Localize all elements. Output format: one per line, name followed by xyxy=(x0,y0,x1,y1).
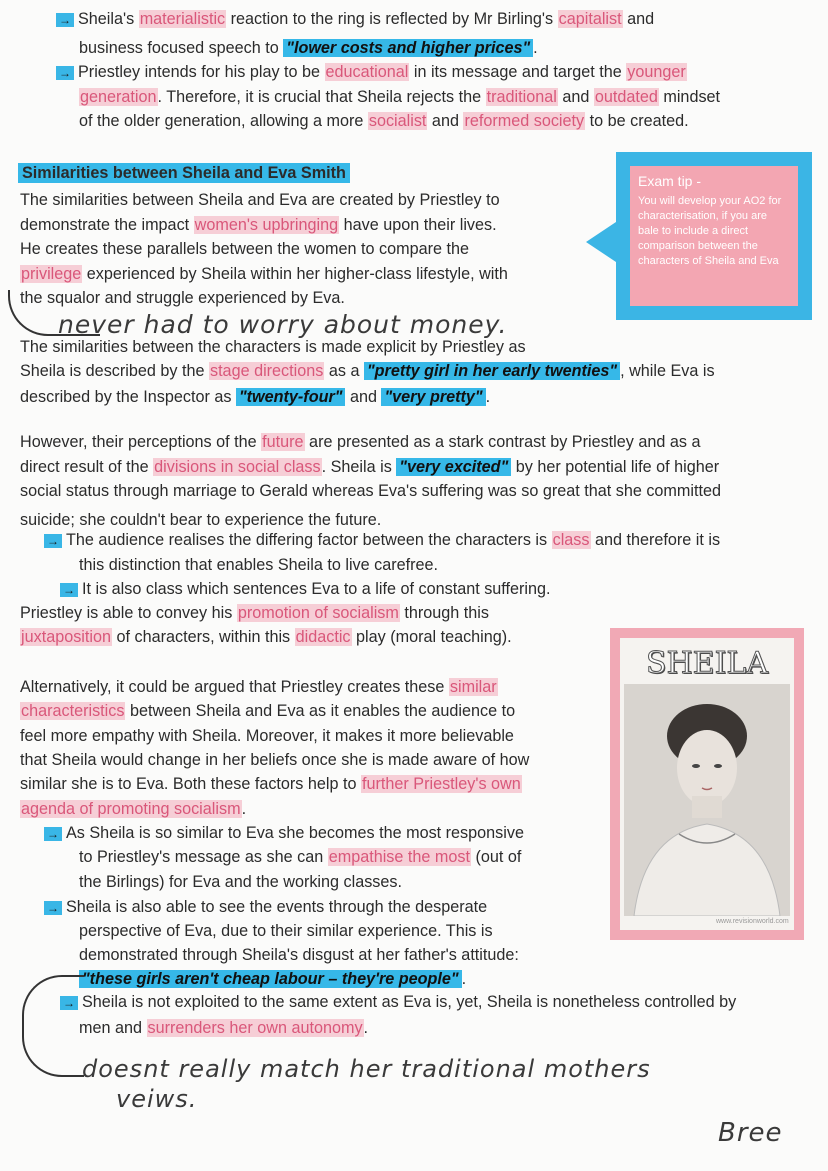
exam-tip-line: comparison between the xyxy=(638,240,758,252)
bullet-line: the Birlings) for Eva and the working classes. xyxy=(79,873,402,891)
section-heading: Similarities between Sheila and Eva Smith xyxy=(18,162,350,184)
paragraph-line: The similarities between Sheila and Eva are created by Priestley to xyxy=(20,191,500,209)
bullet-class: → The audience realises the differing factor between the characters is class and therefore it is xyxy=(44,529,720,551)
photo-title: SHEILA xyxy=(645,646,769,681)
paragraph-line: that Sheila would change in her beliefs once she is made aware of how xyxy=(20,751,530,769)
sheila-photo xyxy=(620,638,794,930)
paragraph-line: feel more empathy with Sheila. Moreover, it makes it more believable xyxy=(20,727,514,745)
exam-tip-box xyxy=(616,152,812,320)
paragraph-line: Alternatively, it could be argued that Priestley creates these similar xyxy=(20,678,497,696)
bullet-quote: "these girls aren't cheap labour – they're people" . xyxy=(79,968,466,990)
bullet-educational: → Priestley intends for his play to be educational in its message and target the younger xyxy=(56,61,687,83)
bullet-line: demonstrated through Sheila's disgust at her father's attitude: xyxy=(79,946,519,964)
paragraph-line: suicide; she couldn't bear to experience the future. xyxy=(20,511,382,529)
arrow-icon: → xyxy=(44,827,62,841)
portrait-illustration xyxy=(624,684,790,916)
paragraph-line: privilege experienced by Sheila within her higher-class lifestyle, with xyxy=(21,265,508,283)
arrow-icon: → xyxy=(60,583,78,597)
bullet-suffering: → It is also class which sentences Eva to a life of constant suffering. xyxy=(60,578,550,600)
bullet-line: to Priestley's message as she can empathise the most (out of xyxy=(79,848,522,866)
bullet-line: perspective of Eva, due to their similar experience. This is xyxy=(79,922,493,940)
paragraph-line: juxtaposition of characters, within this didactic play (moral teaching). xyxy=(21,628,512,646)
paragraph-line: direct result of the divisions in social class. Sheila is "very excited" by her potential life of higher xyxy=(20,458,720,476)
handwritten-note: veiws. xyxy=(116,1085,198,1113)
paragraph-line: similar she is to Eva. Both these factors help to further Priestley's own xyxy=(20,775,521,793)
bullet-responsive: → As Sheila is so similar to Eva she becomes the most responsive xyxy=(44,822,524,844)
arrow-icon: → xyxy=(56,66,74,80)
paragraph-line: The similarities between the characters is made explicit by Priestley as xyxy=(20,338,526,356)
paragraph-line: social status through marriage to Gerald whereas Eva's suffering was so great that she committed xyxy=(20,482,721,500)
bullet-perspective: → Sheila is also able to see the events through the desperate xyxy=(44,896,487,918)
signature: Bree xyxy=(718,1118,783,1148)
bullet-line: men and surrenders her own autonomy. xyxy=(79,1019,369,1037)
bullet-autonomy: → Sheila is not exploited to the same extent as Eva is, yet, Sheila is nonetheless controlled by xyxy=(60,991,736,1013)
exam-tip-line: You will develop your AO2 for xyxy=(638,195,782,207)
bullet-line: of the older generation, allowing a more socialist and reformed society to be created. xyxy=(79,112,689,130)
paragraph-line: Sheila is described by the stage directions as a "pretty girl in her early twenties" , while Eva is xyxy=(20,362,715,380)
bullet-line: this distinction that enables Sheila to live carefree. xyxy=(79,556,439,574)
paragraph-line: described by the Inspector as "twenty-four" and "very pretty" . xyxy=(20,388,491,406)
paragraph-line: characteristics between Sheila and Eva as it enables the audience to xyxy=(21,702,516,720)
arrow-icon: → xyxy=(44,534,62,548)
photo-credit: www.revisionworld.com xyxy=(716,918,789,925)
exam-tip-content xyxy=(630,166,798,306)
paragraph-line: demonstrate the impact women's upbringing have upon their lives. xyxy=(20,216,497,234)
exam-tip-title: Exam tip - xyxy=(638,173,702,189)
bullet-line: business focused speech to "lower costs and higher prices" . xyxy=(79,39,538,57)
exam-tip-line: characters of Sheila and Eva xyxy=(638,255,779,267)
arrow-icon: → xyxy=(44,901,62,915)
bullet-materialistic: → Sheila's materialistic reaction to the ring is reflected by Mr Birling's capitalist and xyxy=(56,8,654,30)
handwritten-note: never had to worry about money. xyxy=(58,310,508,339)
exam-tip-line: bale to include a direct xyxy=(638,225,749,237)
arrow-icon: → xyxy=(60,996,78,1010)
exam-tip-pointer xyxy=(586,222,616,262)
paragraph-line: However, their perceptions of the future are presented as a stark contrast by Priestley and as a xyxy=(20,433,701,451)
bullet-line: generation. Therefore, it is crucial that Sheila rejects the traditional and outdated mindset xyxy=(80,88,721,106)
exam-tip-line: characterisation, if you are xyxy=(638,210,768,222)
paragraph-line: agenda of promoting socialism. xyxy=(21,800,247,818)
paragraph-line: the squalor and struggle experienced by Eva. xyxy=(20,289,345,307)
sheila-photo-frame xyxy=(610,628,804,940)
paragraph-line: He creates these parallels between the women to compare the xyxy=(20,240,470,258)
handwritten-note: doesnt really match her traditional mothers xyxy=(82,1055,651,1083)
arrow-icon: → xyxy=(56,13,74,27)
paragraph-line: Priestley is able to convey his promotion of socialism through this xyxy=(20,604,489,622)
